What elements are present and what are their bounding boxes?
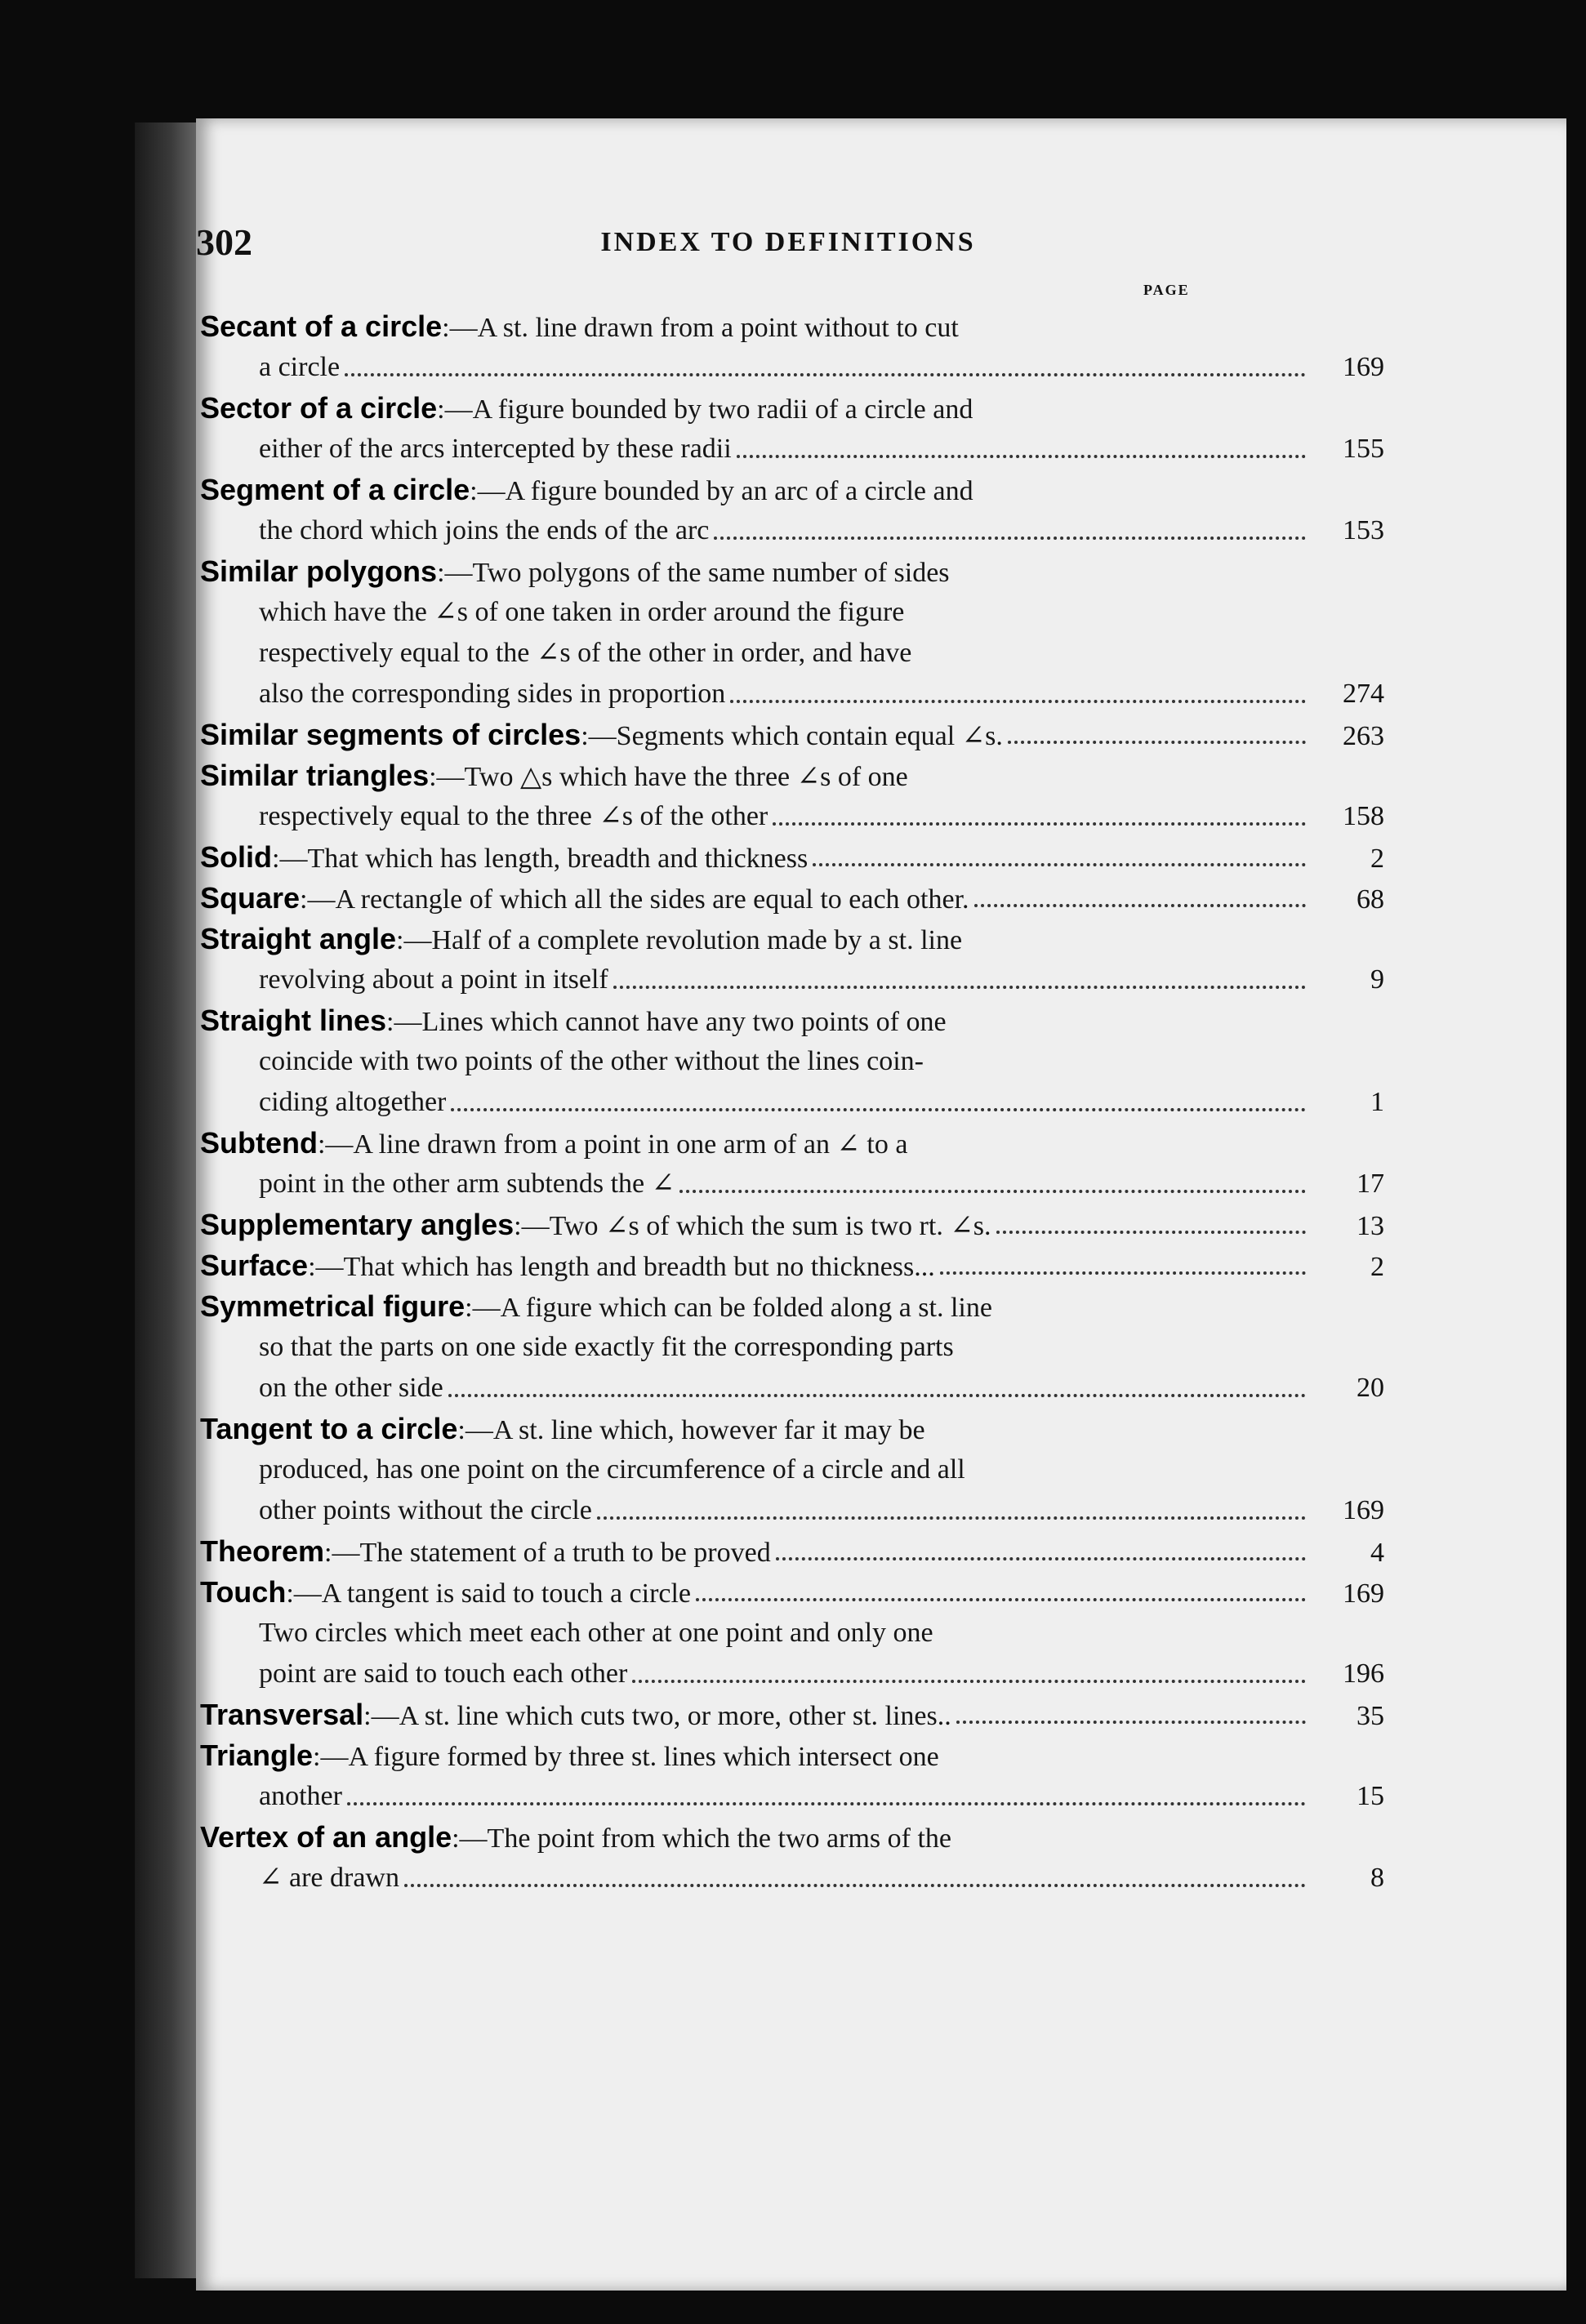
entry-page-number: 155 (1343, 434, 1384, 464)
dot-leader (345, 373, 1306, 376)
entry-page-number: 9 (1370, 964, 1384, 995)
entry-line (200, 1694, 1384, 1735)
index-entry (200, 1735, 1384, 1817)
dot-leader (813, 863, 1306, 866)
entry-definition-text: :—A figure bounded by an arc of a circle and (470, 476, 973, 506)
entry-definition-text: other points without the circle (259, 1495, 592, 1525)
entry-line (200, 388, 1384, 429)
entry-line (200, 1449, 1384, 1490)
entry-line (200, 1041, 1384, 1082)
entry-line (200, 755, 1384, 796)
entry-term: Square (200, 881, 301, 915)
dot-leader (737, 455, 1306, 458)
entry-page-number: 158 (1343, 801, 1384, 831)
dot-leader (613, 986, 1306, 989)
entry-line (200, 1817, 1384, 1858)
entry-line (200, 1123, 1384, 1164)
entry-definition-text: also the corresponding sides in proportion (259, 679, 726, 709)
dot-leader (451, 1108, 1306, 1111)
index-entry (200, 1245, 1384, 1286)
entry-page-number: 2 (1370, 1252, 1384, 1282)
dot-leader (404, 1884, 1306, 1887)
dot-leader (696, 1598, 1306, 1601)
entry-definition-text: :—Lines which cannot have any two points of one (386, 1007, 947, 1037)
entry-line (200, 1082, 1384, 1123)
entry-page-number: 169 (1343, 1578, 1384, 1609)
index-entry (200, 1817, 1384, 1899)
index-entry (200, 1531, 1384, 1572)
entry-definition-text: :—That which has length and breadth but no thickness... (308, 1252, 935, 1282)
entry-line (200, 551, 1384, 592)
page-header (196, 220, 1380, 278)
entry-term: Similar segments of circles (200, 718, 581, 751)
entry-line (200, 347, 1384, 388)
dot-leader (448, 1394, 1306, 1397)
entry-page-number: 17 (1357, 1169, 1384, 1199)
index-entry (200, 878, 1384, 919)
dot-leader (347, 1802, 1306, 1805)
entry-page-number: 4 (1370, 1538, 1384, 1568)
entry-definition-text: :—Segments which contain equal ∠s. (581, 721, 1003, 751)
entry-definition-text: :—The point from which the two arms of the (452, 1823, 951, 1854)
entry-definition-text: :—A figure which can be folded along a st. line (465, 1293, 992, 1323)
entry-page-number: 15 (1357, 1781, 1384, 1811)
entry-definition-text: :—The statement of a truth to be proved (324, 1538, 771, 1568)
index-entry (200, 470, 1384, 551)
entry-term: Sector of a circle (200, 391, 438, 425)
entry-term: Straight lines (200, 1004, 387, 1037)
entry-definition-text: point in the other arm subtends the ∠ (259, 1169, 675, 1199)
entry-line (200, 633, 1384, 674)
entry-line (200, 1572, 1384, 1613)
index-entry (200, 1613, 1384, 1694)
index-entry (200, 919, 1384, 1000)
entry-definition-text: Two circles which meet each other at one point and only one (259, 1618, 933, 1648)
entry-definition-text: produced, has one point on the circumference of a circle and all (259, 1454, 965, 1485)
entry-line (200, 1735, 1384, 1776)
entry-page-number: 20 (1357, 1373, 1384, 1403)
entry-page-number: 169 (1343, 352, 1384, 382)
dot-leader (1008, 741, 1306, 744)
entry-page-number: 196 (1343, 1658, 1384, 1689)
dot-leader (730, 700, 1306, 703)
entry-term: Symmetrical figure (200, 1289, 466, 1323)
definitions-index-list (200, 306, 1384, 1899)
page-number: 302 (196, 221, 252, 263)
index-entry (200, 306, 1384, 388)
entry-line (200, 306, 1384, 347)
entry-line (200, 837, 1384, 878)
entry-term: Touch (200, 1575, 287, 1609)
entry-page-number: 8 (1370, 1863, 1384, 1893)
entry-definition-text: :—A figure formed by three st. lines which intersect one (313, 1742, 939, 1772)
running-title: INDEX TO DEFINITIONS (600, 227, 976, 257)
index-entry (200, 1572, 1384, 1613)
entry-line (200, 1776, 1384, 1817)
entry-definition-text: either of the arcs intercepted by these radii (259, 434, 732, 464)
entry-definition-text: on the other side (259, 1373, 443, 1403)
entry-line (200, 919, 1384, 959)
entry-definition-text: :—A figure bounded by two radii of a circle and (437, 394, 973, 425)
entry-page-number: 274 (1343, 679, 1384, 709)
dot-leader (773, 822, 1306, 826)
entry-definition-text: :—Two △s which have the three ∠s of one (429, 762, 908, 792)
entry-definition-text: :—A line drawn from a point in one arm of an ∠ to a (317, 1129, 908, 1160)
entry-definition-text: :—That which has length, breadth and thickness (272, 844, 809, 874)
entry-line (200, 1327, 1384, 1368)
entry-page-number: 35 (1357, 1701, 1384, 1731)
entry-line (200, 1409, 1384, 1449)
entry-definition-text: :—A st. line drawn from a point without to cut (442, 313, 959, 343)
entry-line (200, 1368, 1384, 1409)
entry-definition-text: :—A rectangle of which all the sides are equal to each other. (300, 884, 969, 915)
entry-term: Vertex of an angle (200, 1820, 452, 1854)
index-entry (200, 1409, 1384, 1531)
entry-line (200, 1654, 1384, 1694)
entry-definition-text: coincide with two points of the other without the lines coin- (259, 1046, 924, 1076)
dot-leader (776, 1557, 1306, 1560)
entry-line (200, 1204, 1384, 1245)
entry-definition-text: :—Two polygons of the same number of sides (437, 558, 950, 588)
index-entry (200, 1286, 1384, 1409)
index-entry (200, 551, 1384, 715)
entry-definition-text: respectively equal to the ∠s of the other in order, and have (259, 638, 912, 668)
entry-definition-text: ∠ are drawn (259, 1863, 399, 1893)
entry-line (200, 878, 1384, 919)
entry-definition-text: revolving about a point in itself (259, 964, 608, 995)
entry-line (200, 1613, 1384, 1654)
entry-definition-text: another (259, 1781, 342, 1811)
entry-definition-text: :—A tangent is said to touch a circle (286, 1578, 692, 1609)
entry-definition-text: respectively equal to the three ∠s of the other (259, 801, 768, 831)
entry-definition-text: :—A st. line which cuts two, or more, other st. lines.. (363, 1701, 951, 1731)
entry-page-number: 263 (1343, 721, 1384, 751)
entry-definition-text: ciding altogether (259, 1087, 447, 1117)
entry-term: Similar triangles (200, 759, 430, 792)
entry-line (200, 510, 1384, 551)
entry-term: Secant of a circle (200, 309, 443, 343)
entry-term: Subtend (200, 1126, 318, 1160)
entry-term: Supplementary angles (200, 1208, 515, 1241)
dot-leader (996, 1231, 1306, 1234)
dot-leader (974, 904, 1306, 907)
entry-line (200, 796, 1384, 837)
index-entry (200, 1204, 1384, 1245)
entry-definition-text: so that the parts on one side exactly fit the corresponding parts (259, 1332, 954, 1362)
entry-line (200, 1000, 1384, 1041)
index-entry (200, 715, 1384, 755)
entry-line (200, 715, 1384, 755)
dot-leader (940, 1271, 1306, 1275)
entry-term: Segment of a circle (200, 473, 470, 506)
entry-definition-text: point are said to touch each other (259, 1658, 628, 1689)
entry-definition-text: :—A st. line which, however far it may be (457, 1415, 925, 1445)
entry-line (200, 1245, 1384, 1286)
entry-term: Straight angle (200, 922, 397, 955)
entry-line (200, 1858, 1384, 1899)
entry-page-number: 13 (1357, 1211, 1384, 1241)
index-entry (200, 1123, 1384, 1204)
entry-page-number: 68 (1357, 884, 1384, 915)
entry-line (200, 1286, 1384, 1327)
entry-definition-text: :—Half of a complete revolution made by a st. line (396, 925, 963, 955)
entry-definition-text: :—Two ∠s of which the sum is two rt. ∠s. (514, 1211, 991, 1241)
entry-line (200, 1531, 1384, 1572)
entry-term: Transversal (200, 1698, 364, 1731)
entry-page-number: 2 (1370, 844, 1384, 874)
entry-term: Triangle (200, 1739, 314, 1772)
entry-line (200, 959, 1384, 1000)
dot-leader (632, 1680, 1306, 1683)
dot-leader (956, 1721, 1306, 1724)
entry-term: Surface (200, 1249, 309, 1282)
entry-line (200, 429, 1384, 470)
entry-term: Theorem (200, 1534, 325, 1568)
entry-line (200, 470, 1384, 510)
entry-term: Similar polygons (200, 554, 438, 588)
entry-line (200, 1490, 1384, 1531)
entry-term: Solid (200, 840, 272, 874)
index-entry (200, 755, 1384, 837)
entry-definition-text: which have the ∠s of one taken in order around the figure (259, 597, 905, 627)
entry-term: Tangent to a circle (200, 1412, 458, 1445)
index-entry (200, 1694, 1384, 1735)
entry-definition-text: the chord which joins the ends of the arc (259, 515, 710, 545)
index-entry (200, 837, 1384, 878)
index-entry (200, 1000, 1384, 1123)
dot-leader (679, 1190, 1306, 1193)
entry-page-number: 153 (1343, 515, 1384, 545)
entry-line (200, 592, 1384, 633)
entry-line (200, 674, 1384, 715)
dot-leader (714, 536, 1306, 540)
entry-page-number: 1 (1370, 1087, 1384, 1117)
dot-leader (597, 1516, 1306, 1520)
entry-line (200, 1164, 1384, 1204)
page-column-label: PAGE (1143, 282, 1190, 298)
entry-definition-text: a circle (259, 352, 341, 382)
index-entry (200, 388, 1384, 470)
entry-page-number: 169 (1343, 1495, 1384, 1525)
